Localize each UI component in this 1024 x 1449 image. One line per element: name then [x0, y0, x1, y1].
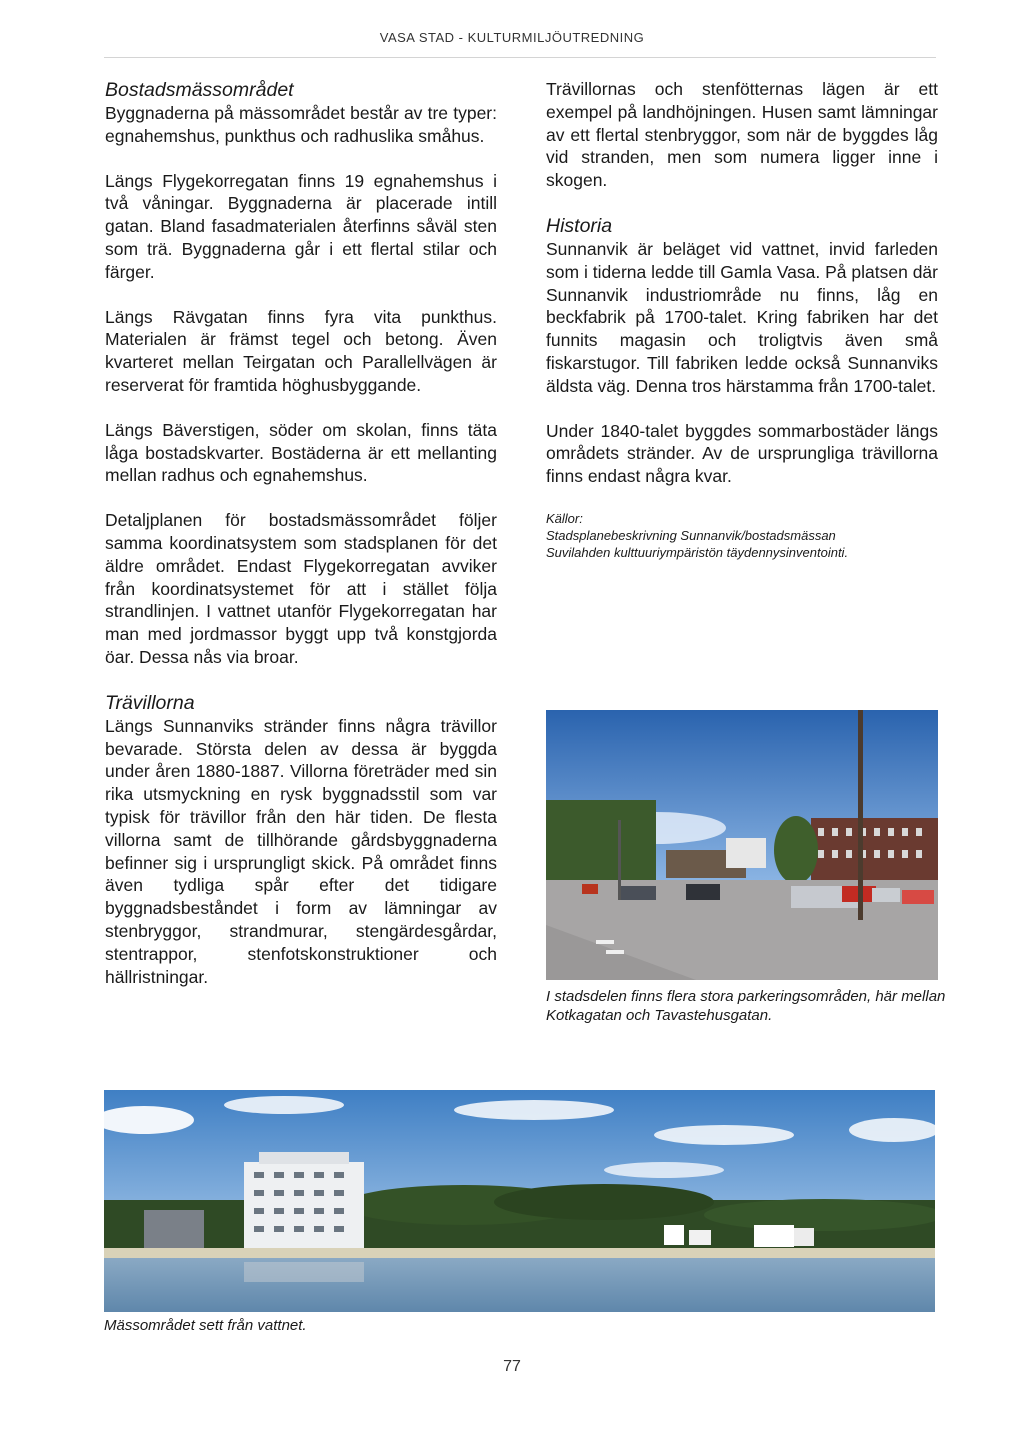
paragraph: Längs Bäverstigen, söder om skolan, finns täta låga bostadskvarter. Bostäderna är ett mellanting mellan radhus och egnahemshus.: [105, 419, 497, 486]
paragraph: Under 1840-talet byggdes sommarbostäder längs områdets stränder. Av de ursprungliga trävillorna finns endast några kvar.: [546, 420, 938, 487]
running-header: VASA STAD - KULTURMILJÖUTREDNING: [379, 30, 645, 45]
paragraph: Sunnanvik är beläget vid vattnet, invid farleden som i tiderna ledde till Gamla Vasa. På platsen där Sunnanvik industriområde nu finns, låg en beckfabrik på 1700-talet. Kring fabriken har det funnits magasin och troligtvis även små fiskarstugor. Till fabriken ledde också Sunnanviks äldsta väg. Denna tros härstamma från 1700-talet.: [546, 238, 938, 396]
paragraph: Längs Sunnanviks stränder finns några trävillor bevarade. Största delen av dessa är byggda under åren 1880-1887. Villorna företräder med sin rika utsmyckning en rysk byggnadsstil som var typisk för trävillor från den här tiden. De flesta villorna samt de tillhörande gårdsbyggnaderna befinner sig i ursprungligt skick. På området finns även tydliga spår efter det tidigare byggnadsbeståndet i form av lämningar av stenbryggor, strandmurar, stengärdesgårdar, stentrappor, stenfotskonstruktioner och hällristningar.: [105, 715, 497, 987]
paragraph: Detaljplanen för bostadsmässområdet följer samma koordinatsystem som stadsplanen för det äldre området. Endast Flygekorregatan avviker från koordinatsystemet för att i stället följa strandlinjen. I vattnet utanför Flygekorregatan har man med jordmassor byggt upp två konstgjorda öar. Dessa nås via broar.: [105, 510, 497, 667]
header-divider: [104, 57, 936, 58]
parking-lot-photo: [546, 710, 938, 980]
right-column: [546, 78, 938, 561]
sources-label: Källor:: [546, 510, 583, 526]
left-column: [105, 78, 497, 988]
paragraph: Längs Flygekorregatan finns 19 egnahemshus i två våningar. Byggnaderna är placerade intill gatan. Bland fasadmaterialen återfinns såväl sten som trä. Byggnaderna går i ett flertal stilar och färger.: [105, 170, 497, 282]
parking-photo-caption: I stadsdelen finns flera stora parkeringsområden, här mellan Kotkagatan och Tavastehusgatan.: [546, 988, 946, 1024]
paragraph: Trävillornas och stenfötternas lägen är ett exempel på landhöjningen. Husen samt lämningar av ett flertal stenbryggor, som när de byggdes låg vid stranden, men som numera ligger inne i skogen.: [546, 79, 938, 191]
section-heading-historia: Historia: [546, 214, 613, 237]
page-number: 77: [503, 1358, 521, 1375]
section-heading-travillorna: Trävillorna: [105, 691, 195, 714]
source-item: Suvilahden kulttuuriympäristön täydennysinventointi.: [546, 544, 849, 560]
waterfront-photo-caption: Mässområdet sett från vattnet.: [104, 1317, 307, 1334]
waterfront-panorama-photo: [104, 1090, 935, 1312]
source-item: Stadsplanebeskrivning Sunnanvik/bostadsmässan: [546, 527, 836, 543]
paragraph: Längs Rävgatan finns fyra vita punkthus. Materialen är främst tegel och betong. Även kvarteret mellan Teirgatan och Parallellvägen är reserverat för framtida höghusbyggande.: [105, 306, 497, 395]
paragraph: Byggnaderna på mässområdet består av tre typer: egnahemshus, punkthus och radhuslika småhus.: [105, 103, 497, 146]
section-heading-bostadsmassomradet: Bostadsmässområdet: [105, 79, 294, 101]
sources-list: [546, 510, 938, 561]
